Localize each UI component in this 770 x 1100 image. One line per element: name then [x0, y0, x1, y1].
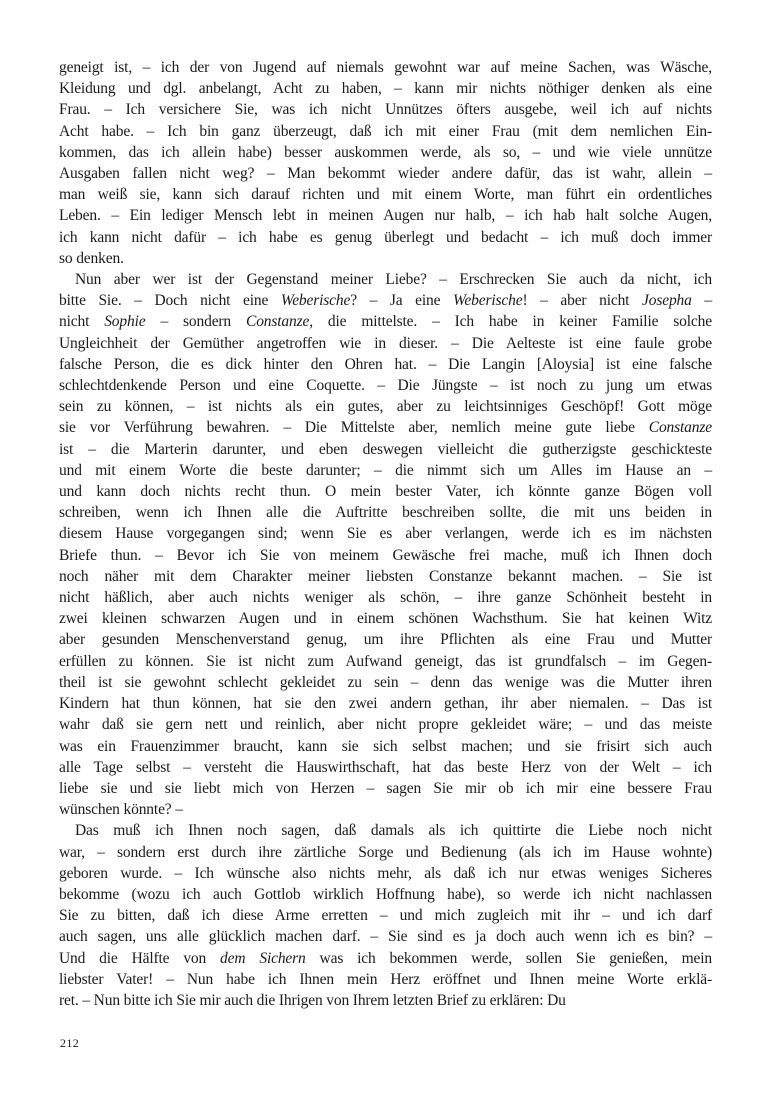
- text-line: [59, 672, 712, 693]
- text-segment: war, – sondern erst durch ihre zärtliche Sorge und Bedienung (als ich im Hause wohnte): [59, 843, 712, 861]
- text-line: [59, 863, 712, 884]
- text-line: [59, 227, 712, 248]
- text-line: [59, 651, 712, 672]
- text-segment: alle Tage selbst – versteht die Hauswirthschaft, hat das beste Herz von der Welt – ich: [59, 758, 712, 776]
- text-line: [59, 142, 712, 163]
- text-segment: , die mittelste. – Ich habe in keiner Familie solche: [309, 313, 712, 331]
- text-line: [59, 396, 712, 417]
- text-line: [59, 926, 712, 947]
- italic-text-segment: Sophie: [104, 313, 146, 331]
- text-segment: ist – die Marterin darunter, und eben deswegen vielleicht die gutherzigste geschickteste: [59, 440, 712, 458]
- text-line: [59, 121, 712, 142]
- text-segment: was ich bekommen werde, sollen Sie genießen, mein: [305, 949, 712, 967]
- text-segment: liebe sie und sie liebt mich von Herzen – sagen Sie mir ob ich mir eine bessere Frau: [59, 779, 712, 797]
- text-segment: noch näher mit dem Charakter meiner liebsten Constanze bekannt machen. – Sie ist: [59, 567, 712, 585]
- text-segment: wahr daß sie gern nett und reinlich, aber nicht propre gekleidet wäre; – und das meiste: [59, 716, 712, 734]
- text-line: [59, 269, 712, 290]
- text-line: [59, 460, 712, 481]
- text-line: [59, 290, 712, 311]
- text-line: [59, 333, 712, 354]
- text-segment: ? – Ja eine: [350, 292, 454, 310]
- text-segment: Acht habe. – Ich bin ganz überzeugt, daß ich mit einer Frau (mit dem nemlichen Ein-: [59, 122, 712, 140]
- text-line: [59, 799, 712, 820]
- text-segment: bitte Sie. – Doch nicht eine: [59, 292, 281, 310]
- text-line: [59, 990, 712, 1011]
- text-segment: nicht: [59, 313, 105, 331]
- text-line: [59, 778, 712, 799]
- text-segment: theil ist sie gewohnt schlecht gekleidet zu sein – denn das wenige was die Mutter ihren: [59, 673, 712, 691]
- text-segment: ret. – Nun bitte ich Sie mir auch die Ihrigen von Ihrem letzten Brief zu erklären: Du: [59, 991, 566, 1009]
- text-line: [59, 587, 712, 608]
- text-segment: und kann doch nichts recht thun. O mein bester Vater, ich könnte ganze Bögen voll: [59, 483, 712, 501]
- text-line: [59, 417, 712, 438]
- text-line: [59, 884, 712, 905]
- text-segment: geboren wurde. – Ich wünsche also nichts mehr, als daß ich nur etwas weniges Sicheres: [59, 864, 712, 882]
- page-number: 212: [60, 1036, 80, 1050]
- text-segment: Sie zu bitten, daß ich diese Arme erretten – und mich zugleich mit ihr – und ich darf: [59, 907, 712, 925]
- text-segment: –: [691, 292, 713, 310]
- italic-text-segment: Constanze: [648, 419, 712, 437]
- text-segment: ich kann nicht dafür – ich habe es genug überlegt und bedacht – ich muß doch immer: [59, 228, 712, 246]
- text-line: [59, 608, 712, 629]
- text-segment: liebster Vater! – Nun habe ich Ihnen mein Herz eröffnet und Ihnen meine Worte erklä-: [59, 970, 712, 988]
- text-segment: falsche Person, die es dick hinter den Ohren hat. – Die Langin [Aloysia] ist eine falsche: [59, 355, 712, 373]
- text-segment: bekomme (wozu ich auch Gottlob wirklich Hoffnung habe), so werde ich nicht nachlassen: [59, 885, 712, 903]
- text-line: [59, 736, 712, 757]
- text-line: [59, 205, 712, 226]
- text-segment: ! – aber nicht: [522, 292, 642, 310]
- text-line: [59, 502, 712, 523]
- text-segment: sie vor Verführung bewahren. – Die Mittelste aber, nemlich meine gute liebe: [59, 419, 649, 437]
- text-line: [59, 629, 712, 650]
- text-line: [59, 184, 712, 205]
- page-text: [59, 57, 712, 1011]
- text-segment: so denken.: [59, 249, 124, 267]
- text-line: [59, 948, 712, 969]
- text-line: [59, 757, 712, 778]
- text-line: [59, 545, 712, 566]
- text-segment: – sondern: [145, 313, 246, 331]
- text-segment: wünschen könnte? –: [59, 801, 183, 819]
- text-segment: Das muß ich Ihnen noch sagen, daß damals als ich quittirte die Liebe noch nicht: [75, 822, 712, 840]
- text-segment: Kindern hat thun können, hat sie den zwei andern gethan, ihr aber niemalen. – Das ist: [59, 695, 712, 713]
- text-segment: Ausgaben fallen nicht weg? – Man bekommt wieder andere dafür, das ist wahr, allein –: [59, 165, 712, 183]
- text-segment: sein zu können, – ist nichts als ein gutes, aber zu leichtsinniges Geschöpf! Gott möge: [59, 398, 712, 416]
- text-line: [59, 714, 712, 735]
- text-line: [59, 842, 712, 863]
- text-segment: Leben. – Ein lediger Mensch lebt in meinen Augen nur halb, – ich hab halt solche Augen,: [59, 207, 712, 225]
- text-line: [59, 375, 712, 396]
- text-line: [59, 99, 712, 120]
- text-line: [59, 354, 712, 375]
- text-segment: Briefe thun. – Bevor ich Sie von meinem Gewäsche frei mache, muß ich Ihnen doch: [59, 546, 712, 564]
- text-line: [59, 57, 712, 78]
- text-segment: nicht häßlich, aber auch nichts weniger als schön, – ihre ganze Schönheit besteht in: [59, 589, 712, 607]
- text-line: [59, 820, 712, 841]
- text-line: [59, 566, 712, 587]
- text-line: [59, 439, 712, 460]
- text-line: [59, 248, 712, 269]
- italic-text-segment: Weberische: [280, 292, 351, 310]
- italic-text-segment: Weberische: [453, 292, 523, 310]
- text-segment: auch sagen, uns alle glücklich machen darf. – Sie sind es ja doch auch wenn ich es bin? –: [59, 928, 712, 946]
- text-segment: diesem Hause vorgegangen sind; wenn Sie es aber verlangen, werde ich es im nächsten: [59, 525, 712, 543]
- text-line: [59, 481, 712, 502]
- italic-text-segment: Josepha: [642, 292, 692, 310]
- text-line: [59, 311, 712, 332]
- text-line: [59, 163, 712, 184]
- text-segment: was ein Frauenzimmer braucht, kann sie sich selbst machen; und sie frisirt sich auch: [59, 737, 712, 755]
- text-segment: man weiß sie, kann sich darauf richten und mit einem Worte, man führt ein ordentliches: [59, 186, 712, 204]
- text-segment: Und die Hälfte von: [59, 949, 221, 967]
- text-segment: Frau. – Ich versichere Sie, was ich nicht Unnützes öfters ausgebe, weil ich auf nichts: [59, 101, 712, 119]
- text-segment: Nun aber wer ist der Gegenstand meiner Liebe? – Erschrecken Sie auch da nicht, ich: [75, 271, 712, 289]
- text-line: [59, 523, 712, 544]
- italic-text-segment: Constanze: [246, 313, 310, 331]
- text-segment: geneigt ist, – ich der von Jugend auf niemals gewohnt war auf meine Sachen, was Wäsche,: [59, 59, 712, 76]
- text-line: [59, 969, 712, 990]
- text-line: [59, 905, 712, 926]
- italic-text-segment: dem Sichern: [220, 949, 306, 967]
- text-segment: schreiben, wenn ich Ihnen alle die Auftritte beschreiben sollte, die mit uns beiden in: [59, 504, 712, 522]
- text-line: [59, 693, 712, 714]
- text-segment: zwei kleinen schwarzen Augen und in einem schönen Wachsthum. Sie hat keinen Witz: [59, 610, 712, 628]
- text-segment: Ungleichheit der Gemüther angetroffen wie in dieser. – Die Aelteste ist eine faule grobe: [59, 334, 712, 352]
- text-segment: Kleidung und dgl. anbelangt, Acht zu haben, – kann mir nichts nöthiger denken als eine: [59, 80, 712, 98]
- text-segment: kommen, das ich allein habe) besser auskommen werde, als so, – und wie viele unnütze: [59, 143, 712, 161]
- text-segment: schlechtdenkende Person und eine Coquette. – Die Jüngste – ist noch zu jung um etwas: [59, 377, 712, 395]
- text-segment: aber gesunden Menschenverstand genug, um ihre Pflichten als eine Frau und Mutter: [59, 631, 712, 649]
- text-line: [59, 78, 712, 99]
- text-segment: erfüllen zu können. Sie ist nicht zum Aufwand geneigt, das ist grundfalsch – im Gegen-: [59, 652, 712, 670]
- text-segment: und mit einem Worte die beste darunter; – die nimmt sich um Alles im Hause an –: [59, 461, 712, 479]
